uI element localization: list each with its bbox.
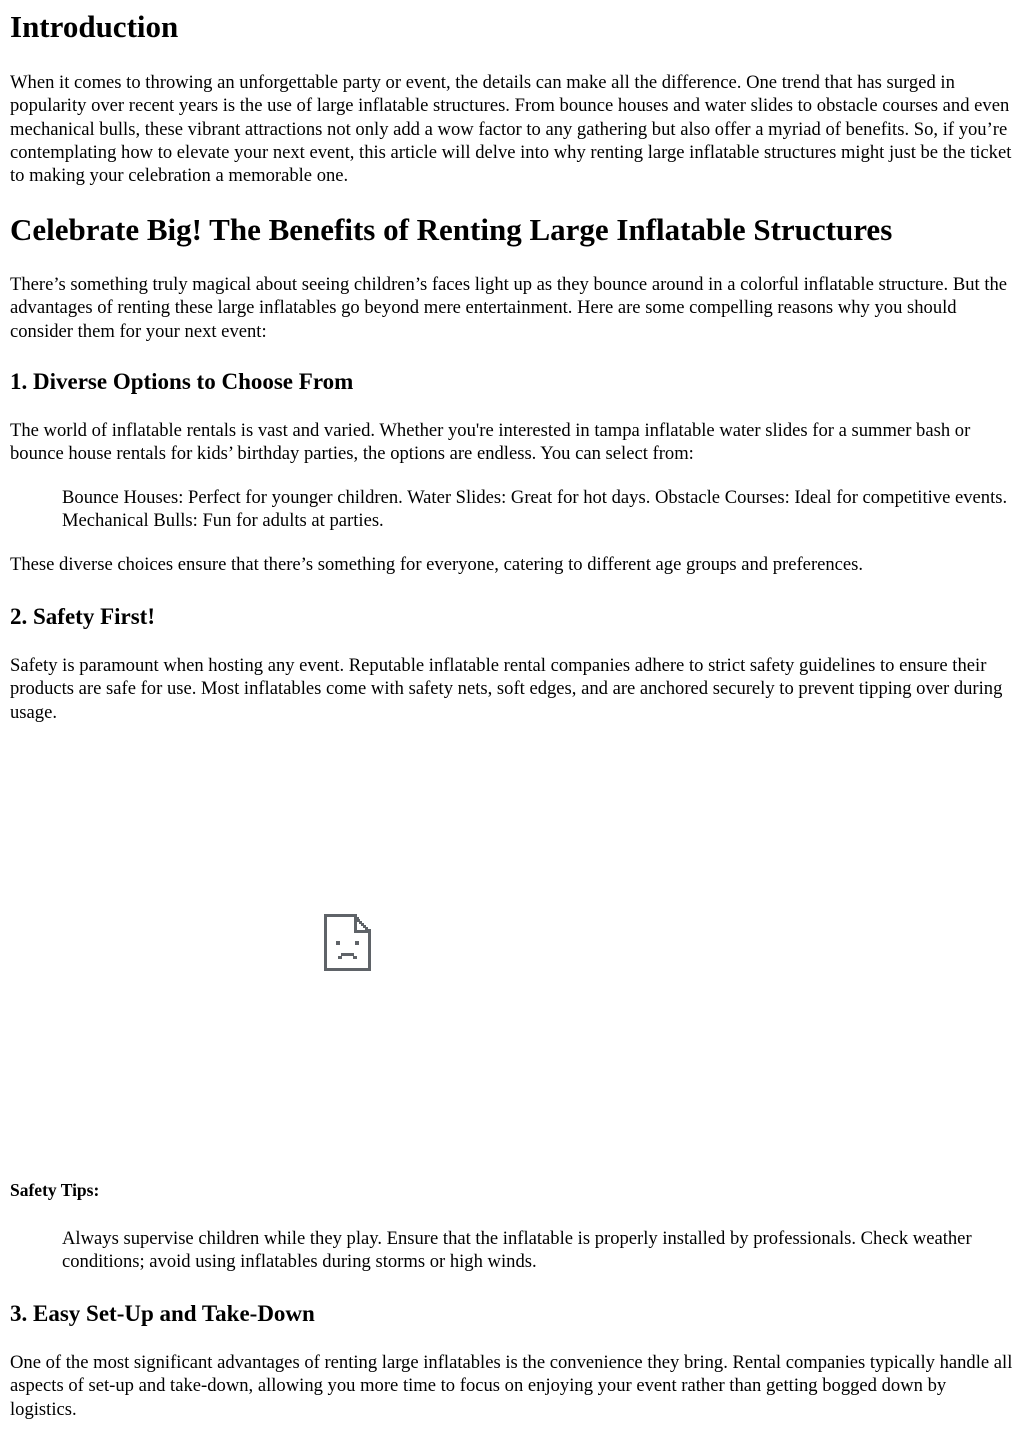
safety-paragraph: Safety is paramount when hosting any event. Reputable inflatable rental companies adhere to strict safety guidelines to ensure their products are safe for use. Most inflatables come with safety nets, soft edges, and are anchored securely to prevent tipping over during usage. <box>10 655 1003 723</box>
options-closing-paragraph: These diverse choices ensure that there’s something for everyone, catering to different age groups and preferences. <box>10 554 864 575</box>
safety-tips-label: Safety Tips: <box>10 1180 100 1200</box>
broken-image-icon <box>324 914 371 971</box>
benefits-heading: Celebrate Big! The Benefits of Renting Large Inflatable Structures <box>10 212 893 247</box>
safety-heading: 2. Safety First! <box>10 604 155 629</box>
options-paragraph: The world of inflatable rentals is vast and varied. Whether you're interested in tampa inflatable water slides for a summer bash or bounce house rentals for kids’ birthday parties, the options are endless. You can select from: <box>10 420 971 465</box>
setup-paragraph: One of the most significant advantages of renting large inflatables is the convenience they bring. Rental companies typically handle all aspects of set-up and take-down, allowing you more time to focus on enjoying your event rather than getting bogged down by logistics. <box>10 1352 1013 1420</box>
options-heading: 1. Diverse Options to Choose From <box>10 369 354 394</box>
intro-heading: Introduction <box>10 9 179 44</box>
setup-heading: 3. Easy Set-Up and Take-Down <box>10 1301 315 1326</box>
benefits-paragraph: There’s something truly magical about seeing children’s faces light up as they bounce around in a colorful inflatable structure. But the advantages of renting these large inflatables go beyond mere entertainment. Here are some compelling reasons why you should consider them for your next event: <box>10 274 1008 342</box>
intro-paragraph: When it comes to throwing an unforgettable party or event, the details can make all the difference. One trend that has surged in popularity over recent years is the use of large inflatable structures. From bounce houses and water slides to obstacle courses and even mechanical bulls, these vibrant attractions not only add a wow factor to any gathering but also offer a myriad of benefits. So, if you’re contemplating how to elevate your next event, this article will delve into why renting large inflatable structures might just be the ticket to making your celebration a memorable one. <box>10 72 1012 187</box>
options-list-quote: Bounce Houses: Perfect for younger children. Water Slides: Great for hot days. Obstacle Courses: Ideal for competitive events. Mechanical Bulls: Fun for adults at parties. <box>62 487 1008 532</box>
safety-tips-quote: Always supervise children while they play. Ensure that the inflatable is properly installed by professionals. Check weather conditions; avoid using inflatables during storms or high winds. <box>62 1228 972 1273</box>
